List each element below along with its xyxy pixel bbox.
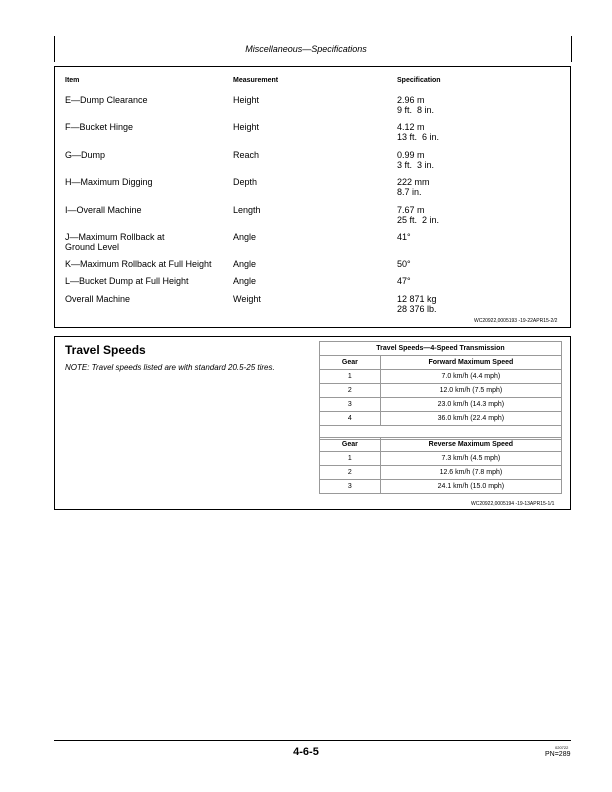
spec-item-cell: J—Maximum Rollback at Ground Level [65, 232, 165, 252]
spec-spec-cell: 0.99 m 3 ft. 3 in. [397, 150, 435, 170]
footer-rule [54, 740, 571, 741]
col-header-item: Item [65, 77, 80, 84]
spec-spec-cell: 50° [397, 259, 411, 269]
forward-gear-cell: 4 [320, 412, 381, 426]
col-header-measurement: Measurement [233, 77, 279, 84]
spec-item-cell: E—Dump Clearance [65, 95, 148, 105]
spec-item-cell: L—Bucket Dump at Full Height [65, 276, 189, 286]
spec-measurement-cell: Angle [233, 276, 257, 286]
footer-pn: PN=289 [545, 751, 571, 758]
spec-item-cell: F—Bucket Hinge [65, 122, 134, 132]
transmission-table-title: Travel Speeds—4-Speed Transmission [320, 342, 562, 356]
forward-row [320, 398, 562, 412]
reverse-row [320, 466, 562, 480]
spec-measurement-cell: Depth [233, 177, 258, 187]
reverse-gear-cell: 2 [320, 466, 381, 480]
spec-table-box [54, 66, 571, 328]
spec-measurement-cell: Height [233, 122, 260, 132]
footer-code: 020722 [555, 745, 569, 750]
reverse-speed-table [319, 437, 562, 494]
page-number: 4-6-5 [293, 746, 319, 758]
forward-gear-cell: 2 [320, 384, 381, 398]
spec-item-cell: H—Maximum Digging [65, 177, 153, 187]
travel-ref-code: WC20922,0005194 -19-13APR15-1/1 [471, 501, 555, 507]
spec-ref-code: WC20922,0005193 -19-22APR15-2/2 [474, 318, 558, 324]
reverse-speed-header: Reverse Maximum Speed [380, 438, 561, 452]
spec-measurement-cell: Angle [233, 232, 257, 242]
reverse-row [320, 480, 562, 494]
forward-row [320, 412, 562, 426]
spec-item-cell: K—Maximum Rollback at Full Height [65, 259, 212, 269]
forward-gear-cell: 1 [320, 370, 381, 384]
reverse-speed-cell: 24.1 km/h (15.0 mph) [380, 480, 561, 494]
col-header-specification: Specification [397, 77, 441, 84]
spec-measurement-cell: Length [233, 205, 261, 215]
spec-spec-cell: 222 mm 8.7 in. [397, 177, 430, 197]
reverse-gear-cell: 1 [320, 452, 381, 466]
spec-spec-cell: 7.67 m 25 ft. 2 in. [397, 205, 440, 225]
spec-spec-cell: 4.12 m 13 ft. 6 in. [397, 122, 440, 142]
forward-row [320, 370, 562, 384]
reverse-row [320, 452, 562, 466]
spec-item-cell: G—Dump [65, 150, 106, 160]
spec-measurement-cell: Height [233, 95, 260, 105]
travel-speeds-note: NOTE: Travel speeds listed are with standard 20.5-25 tires. [65, 363, 275, 372]
spec-item-cell: I—Overall Machine [65, 205, 142, 215]
spec-measurement-cell: Weight [233, 294, 261, 304]
forward-gear-header: Gear [320, 356, 381, 370]
reverse-speed-cell: 7.3 km/h (4.5 mph) [380, 452, 561, 466]
page-header-title: Miscellaneous—Specifications [245, 44, 367, 54]
reverse-speed-cell: 12.6 km/h (7.8 mph) [380, 466, 561, 480]
spec-spec-cell: 47° [397, 276, 411, 286]
forward-row [320, 384, 562, 398]
forward-speed-header: Forward Maximum Speed [380, 356, 561, 370]
spec-item-cell: Overall Machine [65, 294, 131, 304]
spec-measurement-cell: Angle [233, 259, 257, 269]
travel-speeds-title: Travel Speeds [65, 343, 146, 357]
spec-spec-cell: 2.96 m 9 ft. 8 in. [397, 95, 435, 115]
forward-speed-cell: 36.0 km/h (22.4 mph) [380, 412, 561, 426]
forward-speed-cell: 7.0 km/h (4.4 mph) [380, 370, 561, 384]
forward-gear-cell: 3 [320, 398, 381, 412]
forward-speed-table [319, 341, 562, 440]
reverse-gear-header: Gear [320, 438, 381, 452]
spec-spec-cell: 41° [397, 232, 411, 242]
spec-measurement-cell: Reach [233, 150, 260, 160]
spec-spec-cell: 12 871 kg 28 376 lb. [397, 294, 437, 314]
forward-speed-cell: 12.0 km/h (7.5 mph) [380, 384, 561, 398]
reverse-gear-cell: 3 [320, 480, 381, 494]
forward-speed-cell: 23.0 km/h (14.3 mph) [380, 398, 561, 412]
